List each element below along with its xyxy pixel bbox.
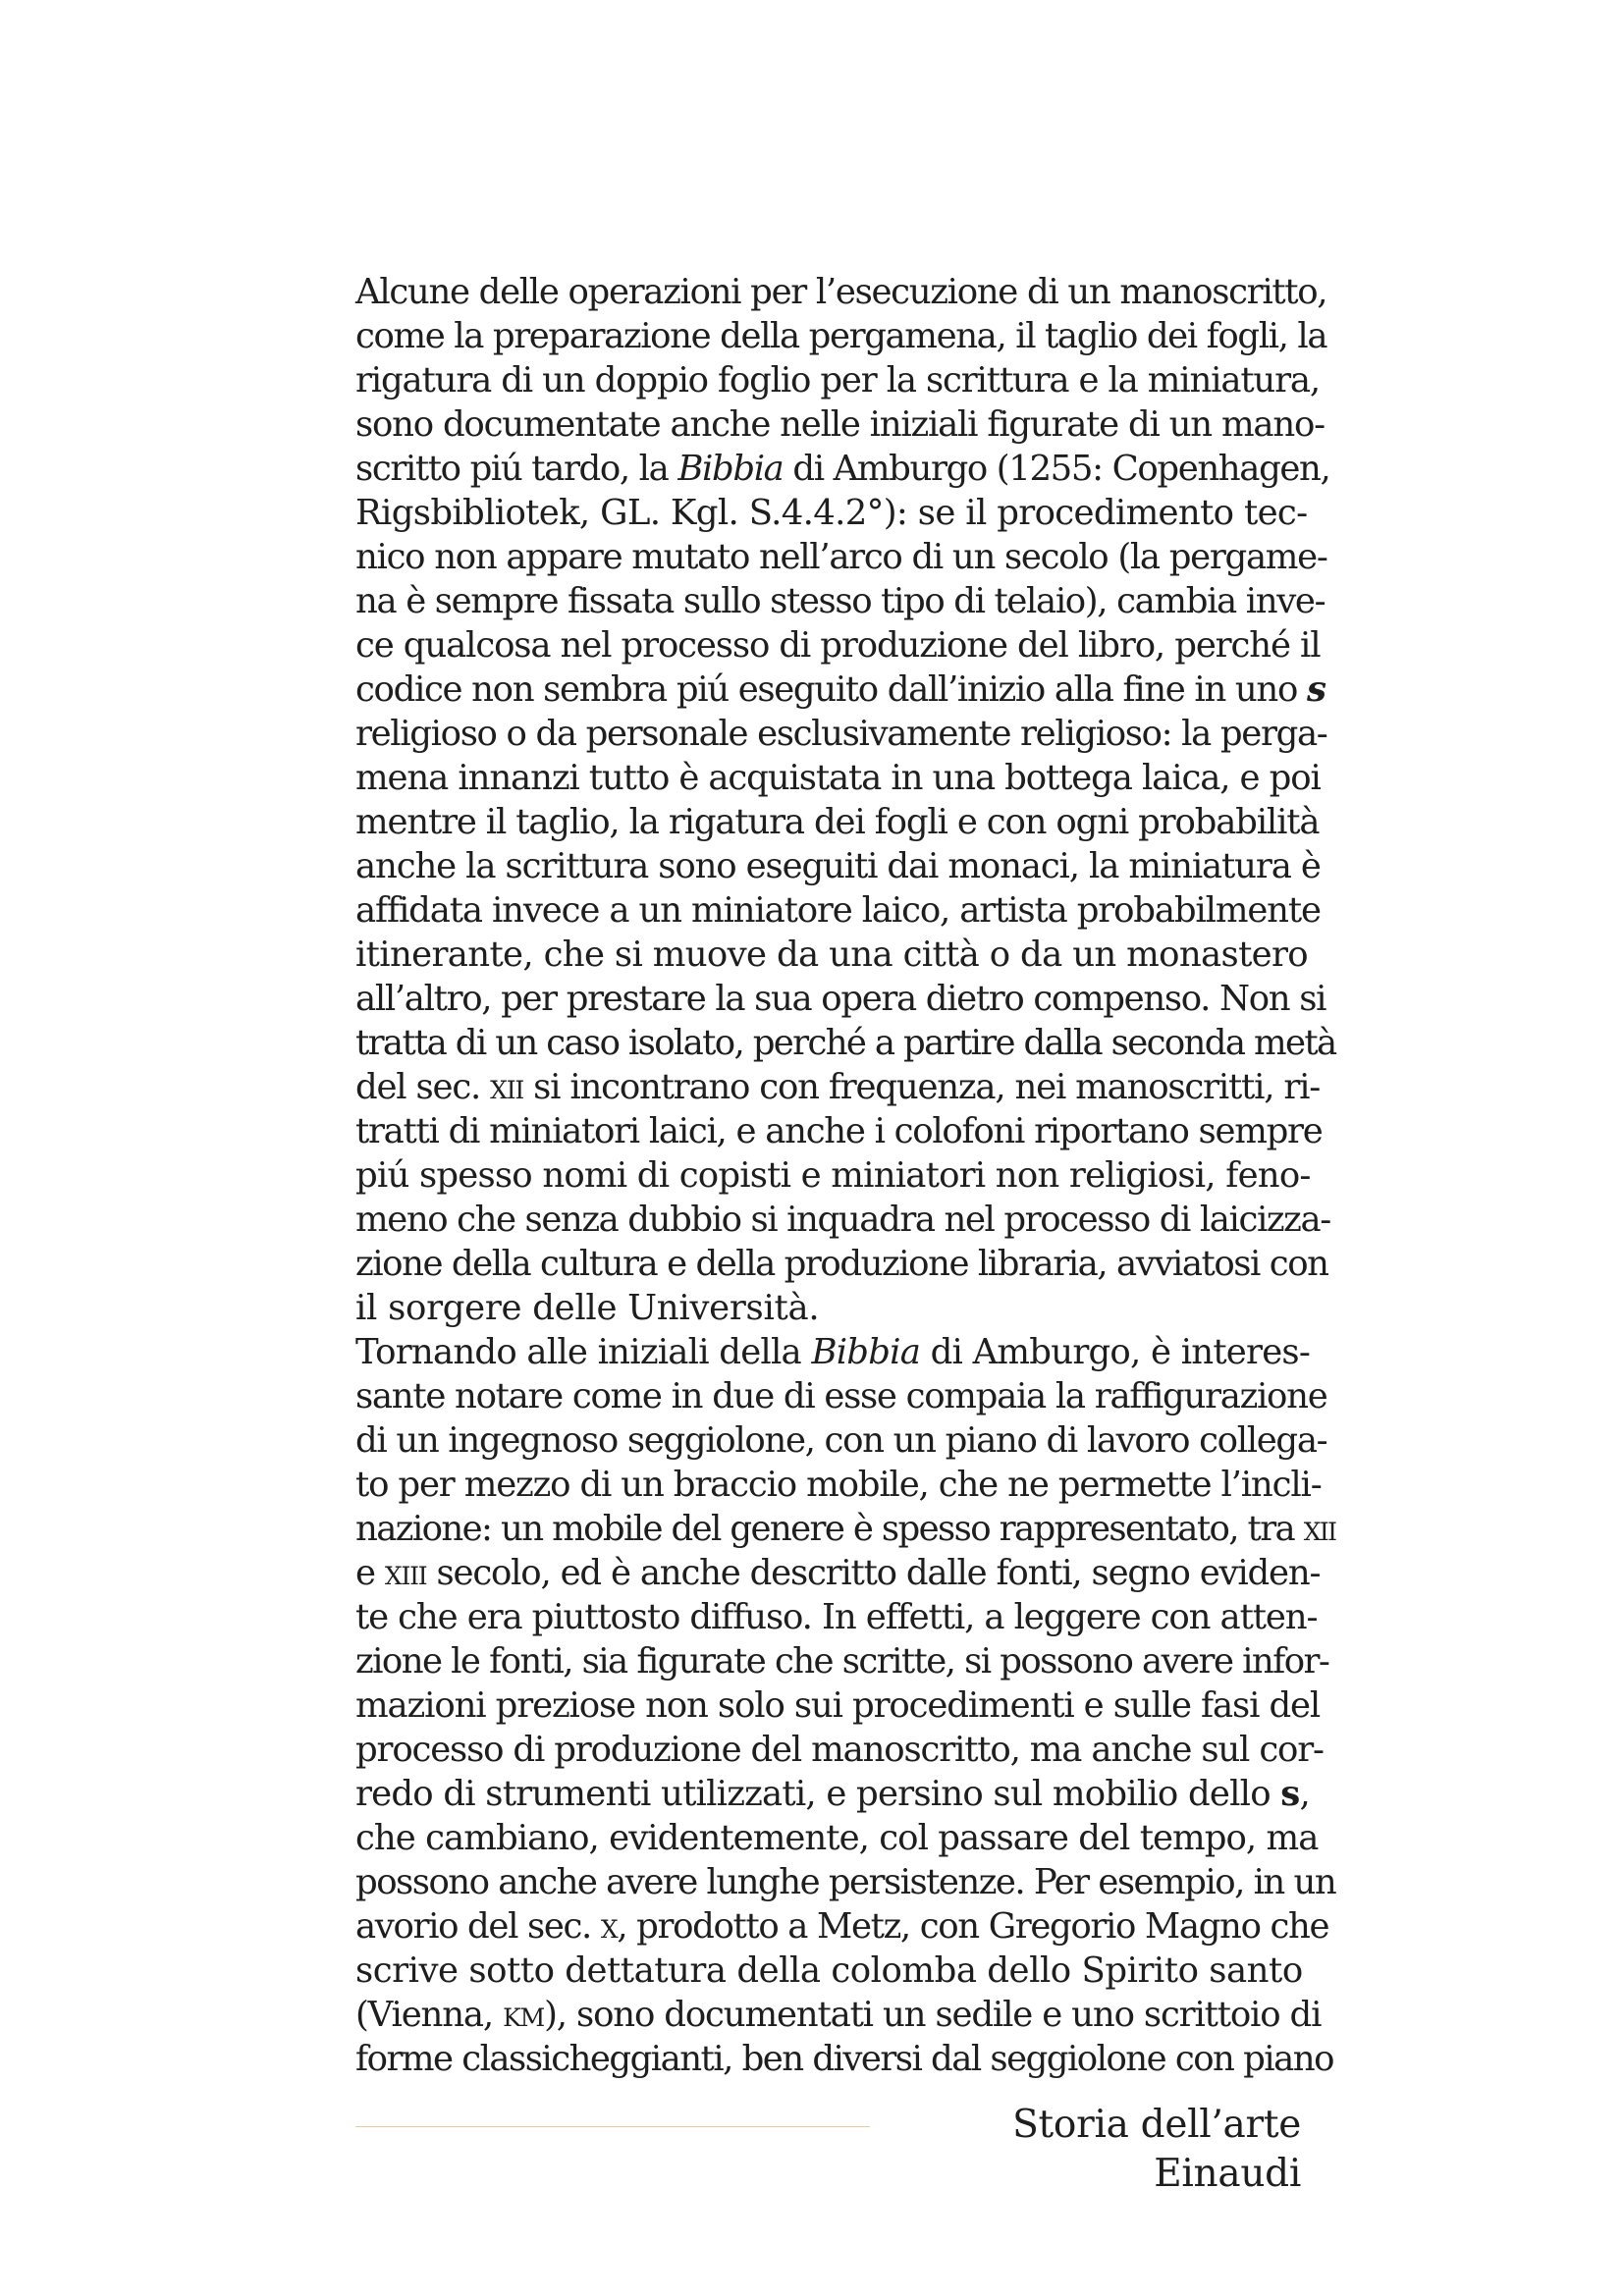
text-run: ce qualcosa nel processo di produzione del libro, perché il xyxy=(355,625,1321,666)
text-line xyxy=(355,1683,1321,1728)
text-run: nico non appare mutato nell’arco di un secolo (la pergame- xyxy=(355,537,1327,577)
text-line xyxy=(355,1728,1324,1772)
text-run: di Amburgo, è interes- xyxy=(920,1332,1311,1372)
text-run: Alcune delle operazioni per l’esecuzione di un manoscritto, xyxy=(355,272,1327,312)
text-run: forme classicheggianti, ben diversi dal seggiolone con piano xyxy=(355,2039,1333,2079)
text-run: di un ingegnoso seggiolone, con un piano di lavoro collega- xyxy=(355,1420,1327,1461)
text-line xyxy=(355,1153,1311,1198)
text-run: rigatura di un doppio foglio per la scrittura e la miniatura, xyxy=(355,360,1321,400)
text-line xyxy=(355,1109,1323,1153)
text-line xyxy=(355,1286,1298,1330)
text-line xyxy=(355,844,1321,888)
text-run: secolo, ed è anche descritto dalle fonti, segno eviden- xyxy=(426,1553,1321,1593)
text-run: affidata invece a un miniatore laico, artista probabilmente xyxy=(355,890,1321,931)
text-run: che cambiano, evidentemente, col passare del tempo, ma xyxy=(355,1818,1319,1858)
text-line xyxy=(355,1198,1330,1242)
text-line xyxy=(355,447,1330,491)
text-line xyxy=(355,270,1327,314)
text-line xyxy=(355,1816,1319,1860)
text-run: di Amburgo (1255: Copenhagen, xyxy=(783,449,1330,489)
text-run: zione le fonti, sia figurate che scritte, si possono avere infor- xyxy=(355,1641,1329,1682)
text-line xyxy=(355,1065,1321,1109)
text-run-it: Bibbia xyxy=(677,449,784,489)
text-line xyxy=(355,667,1325,712)
text-line xyxy=(355,1330,1311,1374)
text-line xyxy=(355,1551,1321,1595)
text-run: (Vienna, xyxy=(355,1995,504,2035)
text-line xyxy=(355,933,1308,977)
text-line xyxy=(355,1993,1322,2037)
text-line xyxy=(355,712,1327,756)
text-run: si incontrano con frequenza, nei manoscritti, ri- xyxy=(523,1067,1321,1107)
text-run: e xyxy=(355,1553,385,1593)
footer-rule xyxy=(355,2126,870,2127)
text-run: come la preparazione della pergamena, il taglio dei fogli, la xyxy=(355,316,1327,356)
text-run-sc: x xyxy=(600,1906,618,1947)
text-line xyxy=(355,1463,1322,1507)
text-run: mazioni preziose non solo sui procedimenti e sulle fasi del xyxy=(355,1685,1321,1726)
text-run: Rigsbibliotek, GL. Kgl. S.4.4.2°): se il procedimento tec- xyxy=(355,493,1308,533)
text-run: piú spesso nomi di copisti e miniatori non religiosi, feno- xyxy=(355,1155,1311,1196)
text-line xyxy=(355,756,1321,800)
text-run-it: Bibbia xyxy=(811,1332,921,1372)
text-line xyxy=(355,1595,1318,1639)
text-line xyxy=(355,535,1327,579)
text-run: zione della cultura e della produzione libraria, avviatosi con xyxy=(355,1244,1328,1284)
text-line xyxy=(355,1242,1328,1286)
text-run: all’altro, per prestare la sua opera dietro compenso. Non si xyxy=(355,979,1326,1019)
text-run: anche la scrittura sono eseguiti dai monaci, la miniatura è xyxy=(355,846,1321,886)
text-run: sante notare come in due di esse compaia la raffigurazione xyxy=(355,1376,1327,1416)
text-run: meno che senza dubbio si inquadra nel processo di laicizza- xyxy=(355,1200,1330,1240)
text-line xyxy=(355,1860,1336,1904)
text-line xyxy=(355,1949,1303,1993)
text-run: avorio del sec. xyxy=(355,1906,601,1947)
text-line xyxy=(355,1021,1336,1065)
text-line xyxy=(355,1507,1336,1551)
body-text xyxy=(355,270,1336,2081)
text-run: to per mezzo di un braccio mobile, che ne permette l’incli- xyxy=(355,1465,1322,1505)
text-run: mentre il taglio, la rigatura dei fogli e con ogni probabilità xyxy=(355,802,1320,842)
text-run: redo di strumenti utilizzati, e persino sul mobilio dello xyxy=(355,1774,1281,1814)
text-line xyxy=(355,623,1321,667)
text-run: scrive sotto dettatura della colomba dello Spirito santo xyxy=(355,1950,1303,1991)
text-line xyxy=(355,977,1326,1021)
text-line xyxy=(355,1639,1329,1683)
text-run: religioso o da personale esclusivamente religioso: la perga- xyxy=(355,714,1327,754)
text-run-sc: km xyxy=(503,1995,545,2035)
text-run: sono documentate anche nelle iniziali figurate di un mano- xyxy=(355,404,1325,445)
text-run: codice non sembra piú eseguito dall’inizio alla fine in uno xyxy=(355,669,1307,710)
text-line xyxy=(355,579,1325,623)
text-run-sc: xii xyxy=(1303,1509,1336,1549)
footer-title: Storia dell’arte Einaudi xyxy=(1012,2103,1301,2196)
text-run: scritto piú tardo, la xyxy=(355,449,678,489)
text-run: tratta di un caso isolato, perché a partire dalla seconda metà xyxy=(355,1023,1336,1063)
text-line xyxy=(355,1772,1310,1816)
text-run: na è sempre fissata sullo stesso tipo di telaio), cambia inve- xyxy=(355,581,1325,621)
text-line xyxy=(355,358,1321,402)
text-line xyxy=(355,314,1327,358)
text-line xyxy=(355,1418,1327,1463)
text-run: il sorgere delle Università. xyxy=(355,1288,820,1328)
text-run-sc: xii xyxy=(490,1067,524,1107)
text-run: , xyxy=(1299,1774,1310,1814)
text-run-sc: xiii xyxy=(384,1553,427,1593)
text-line xyxy=(355,800,1320,844)
text-line xyxy=(355,888,1321,933)
text-run: te che era piuttosto diffuso. In effetti, a leggere con atten- xyxy=(355,1597,1318,1637)
text-run: nazione: un mobile del genere è spesso rappresentato, tra xyxy=(355,1509,1304,1549)
text-line xyxy=(355,2037,1333,2081)
text-run: Tornando alle iniziali della xyxy=(355,1332,812,1372)
text-run-bolditalic: s xyxy=(1306,669,1325,710)
text-run: possono anche avere lunghe persistenze. Per esempio, in un xyxy=(355,1862,1336,1902)
text-run: tratti di miniatori laici, e anche i colofoni riportano sempre xyxy=(355,1111,1323,1151)
text-run: itinerante, che si muove da una città o da un monastero xyxy=(355,934,1308,975)
text-line xyxy=(355,1374,1327,1418)
text-run: , prodotto a Metz, con Gregorio Magno che xyxy=(617,1906,1329,1947)
text-line xyxy=(355,491,1308,535)
text-run: processo di produzione del manoscritto, ma anche sul cor- xyxy=(355,1730,1324,1770)
text-run-bold: s xyxy=(1280,1774,1300,1814)
text-run: ), sono documentati un sedile e uno scrittoio di xyxy=(544,1995,1322,2035)
text-run: mena innanzi tutto è acquistata in una bottega laica, e poi xyxy=(355,758,1321,798)
text-line xyxy=(355,1904,1329,1949)
text-run: del sec. xyxy=(355,1067,491,1107)
text-line xyxy=(355,402,1325,447)
